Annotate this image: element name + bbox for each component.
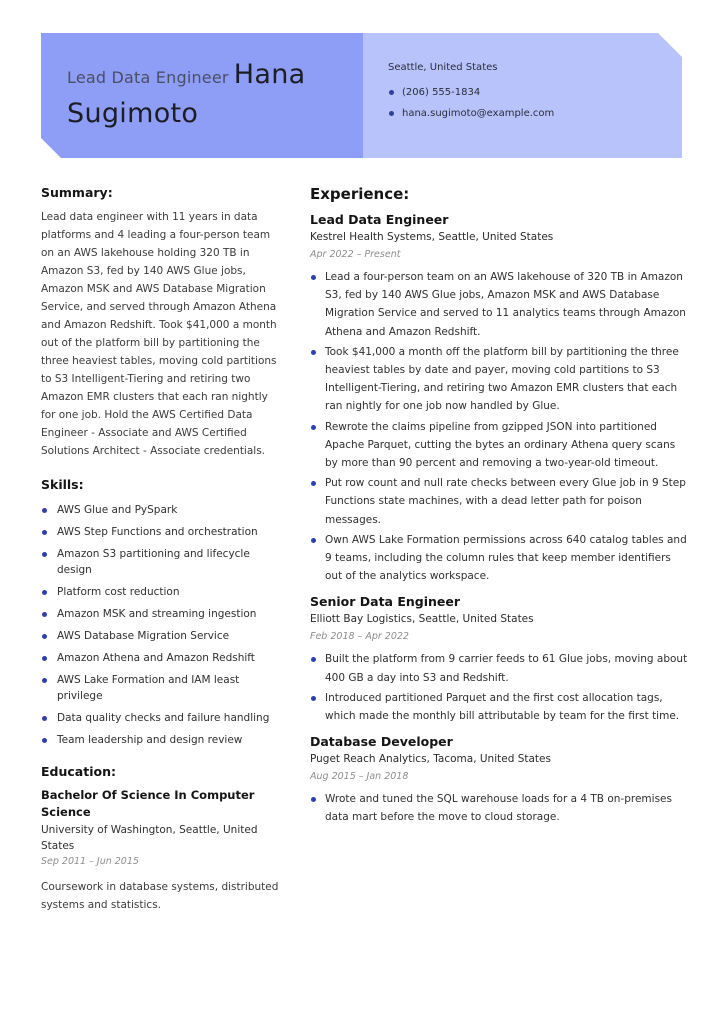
education-section	[41, 764, 281, 914]
bullet-icon	[311, 657, 316, 662]
full-name: Hana Sugimoto	[67, 59, 306, 129]
job-company: Kestrel Health Systems, Seattle, United States	[310, 231, 554, 243]
bullet-text: Introduced partitioned Parquet and the first cost allocation tags, which made the monthly bill attributable by team for the first time.	[325, 691, 680, 723]
skill-label: AWS Database Migration Service	[57, 630, 230, 642]
left-column	[41, 185, 281, 914]
degree: Bachelor Of Science In Computer Science	[41, 788, 255, 819]
skill-label: Amazon Athena and Amazon Redshift	[57, 652, 255, 664]
job-bullet	[310, 474, 688, 529]
job-dates: Apr 2022 – Present	[310, 249, 401, 260]
phone-item	[388, 86, 673, 107]
bullet-text: Took $41,000 a month off the platform bill by partitioning the three heaviest tables by date and payer, moving cold partitions to S3 Intelligent-Tiering, and retiring two Amazon EMR clusters that each ran nightly for one job now handled by Glue.	[325, 345, 679, 413]
job-dates: Feb 2018 – Apr 2022	[310, 631, 409, 643]
education-dates: Sep 2011 – Jun 2015	[41, 856, 139, 867]
job-bullet	[310, 650, 688, 686]
bullet-icon	[42, 508, 47, 513]
bullet-text: Rewrote the claims pipeline from gzipped JSON into partitioned Apache Parquet, cutting the bytes an ordinary Athena query scans by more than 90 percent and removing a two-year-old timeout.	[325, 420, 676, 470]
skill-label: Team leadership and design review	[57, 734, 243, 746]
summary-heading: Summary:	[41, 185, 113, 200]
skill-item	[41, 672, 281, 704]
skill-label: AWS Step Functions and orchestration	[57, 526, 258, 538]
skill-item	[41, 546, 281, 578]
summary-section	[41, 185, 281, 460]
bullet-icon	[42, 530, 47, 535]
job-company: Elliott Bay Logistics, Seattle, United States	[310, 613, 534, 626]
job-bullet	[310, 790, 688, 826]
skill-item	[41, 524, 281, 540]
bullet-icon	[311, 275, 316, 280]
right-column	[310, 185, 688, 835]
bullet-icon	[42, 634, 47, 639]
skill-item	[41, 628, 281, 644]
header-corner-cut	[41, 138, 61, 158]
email-item[interactable]	[388, 107, 673, 128]
skill-item	[41, 710, 281, 726]
bullet-icon	[42, 552, 47, 557]
education-heading: Education:	[41, 764, 116, 779]
bullet-text: Wrote and tuned the SQL warehouse loads for a 4 TB on-premises data mart before the move to cloud storage.	[325, 793, 672, 824]
job-dates: Aug 2015 – Jan 2018	[310, 771, 409, 783]
experience-heading: Experience:	[310, 185, 410, 203]
name-block	[67, 57, 357, 135]
bullet-text: Lead a four-person team on an AWS lakehouse of 320 TB in Amazon S3, fed by 140 AWS Glue jobs, Amazon MSK and AWS Database Migration Service and served to 11 analytics teams through Amazon Athena and Amazon Redshift.	[325, 271, 686, 338]
skill-label: AWS Glue and PySpark	[57, 504, 178, 516]
skill-label: Amazon MSK and streaming ingestion	[57, 608, 257, 620]
skill-label: Amazon S3 partitioning and lifecycle design	[57, 548, 250, 576]
bullet-icon	[311, 538, 316, 543]
bullet-icon	[311, 696, 316, 701]
bullet-icon	[42, 590, 47, 595]
location: Seattle, United States	[388, 62, 498, 73]
job-entry	[310, 733, 688, 826]
skill-label: AWS Lake Formation and IAM least privilege	[57, 674, 240, 702]
bullet-text: Own AWS Lake Formation permissions across 640 catalog tables and 9 teams, including the column rules that keep member identifiers out of the analytics workspace.	[325, 533, 687, 583]
job-bullet	[310, 689, 688, 725]
email-link[interactable]: hana.sugimoto@example.com	[402, 108, 555, 119]
bullet-icon	[311, 481, 316, 486]
bullet-icon	[389, 90, 394, 95]
bullet-icon	[42, 678, 47, 683]
job-bullets	[310, 790, 688, 826]
bullet-icon	[311, 797, 316, 802]
skill-label: Platform cost reduction	[57, 586, 180, 598]
bullet-icon	[42, 738, 47, 743]
bullet-icon	[389, 111, 394, 116]
job-entry	[310, 593, 688, 725]
skills-heading: Skills:	[41, 477, 84, 492]
skill-item	[41, 650, 281, 666]
bullet-icon	[42, 716, 47, 721]
bullet-icon	[42, 656, 47, 661]
school: University of Washington, Seattle, United States	[41, 824, 258, 852]
skills-section	[41, 477, 281, 748]
bullet-text: Built the platform from 9 carrier feeds to 61 Glue jobs, moving about 400 GB a day into S3 and Redshift.	[325, 653, 688, 684]
education-note: Coursework in database systems, distributed systems and statistics.	[41, 881, 279, 911]
job-bullets	[310, 650, 688, 725]
phone: (206) 555-1834	[402, 87, 481, 98]
bullet-icon	[311, 350, 316, 355]
job-bullet	[310, 343, 688, 416]
skill-item	[41, 606, 281, 622]
job-bullet	[310, 268, 688, 341]
contact-info	[388, 60, 673, 128]
skill-label: Data quality checks and failure handling	[57, 712, 270, 724]
bullet-icon	[311, 425, 316, 430]
bullet-text: Put row count and null rate checks between every Glue job in 9 Step Functions state machines, with a dead letter path for poison messages.	[325, 477, 686, 526]
skill-item	[41, 584, 281, 600]
job-title: Senior Data Engineer	[310, 594, 461, 610]
job-entry	[310, 211, 688, 585]
skill-item	[41, 502, 281, 518]
job-bullet	[310, 418, 688, 473]
job-company: Puget Reach Analytics, Tacoma, United States	[310, 753, 551, 766]
job-bullet	[310, 531, 688, 586]
header-corner-cut	[658, 33, 682, 57]
skills-list	[41, 502, 281, 748]
bullet-icon	[42, 612, 47, 617]
job-bullets	[310, 268, 688, 585]
skill-item	[41, 732, 281, 748]
job-title-heading: Lead Data Engineer	[67, 68, 229, 87]
summary-text: Lead data engineer with 11 years in data platforms and 4 leading a four-person team on an AWS lakehouse holding 320 TB in Amazon S3, fed by 140 AWS Glue jobs, Amazon MSK and AWS Database Migration Service, and served through Amazon Athena and Amazon Redshift. Took $41,000 a month out of the platform bill by partitioning the three heaviest tables, moving cold partitions to S3 Intelligent-Tiering and retiring two Amazon EMR clusters that each ran nightly for one job. Hold the AWS Certified Data Engineer - Associate and AWS Certified Solutions Architect - Associate credentials.	[41, 211, 277, 457]
job-title: Lead Data Engineer	[310, 212, 449, 227]
job-title: Database Developer	[310, 734, 453, 750]
